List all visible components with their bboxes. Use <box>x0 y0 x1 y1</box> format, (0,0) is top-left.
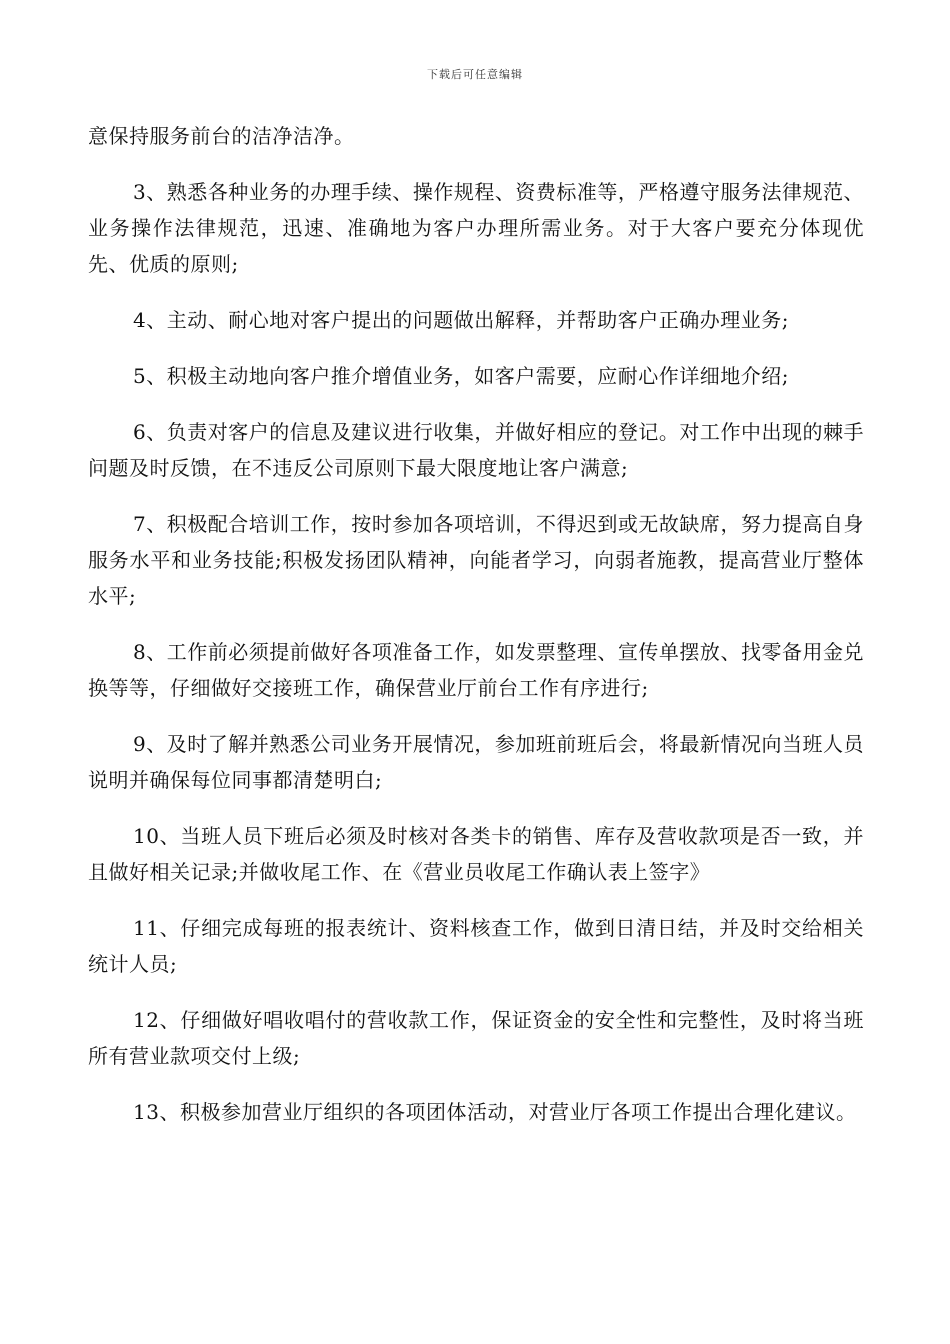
paragraph-item-13: 13、积极参加营业厅组织的各项团体活动，对营业厅各项工作提出合理化建议。 <box>133 1100 857 1124</box>
paragraph-item-8: 8、工作前必须提前做好各项准备工作，如发票整理、宣传单摆放、找零备用金兑换等等，仔细做好交接班工作，确保营业厅前台工作有序进行; <box>88 640 864 700</box>
paragraph-item-9: 9、及时了解并熟悉公司业务开展情况，参加班前班后会，将最新情况向当班人员说明并确保每位同事都清楚明白; <box>88 732 864 792</box>
paragraph-item-5: 5、积极主动地向客户推介增值业务，如客户需要，应耐心作详细地介绍; <box>133 364 789 388</box>
paragraph-item-4: 4、主动、耐心地对客户提出的问题做出解释，并帮助客户正确办理业务; <box>133 308 789 332</box>
paragraph-item-11: 11、仔细完成每班的报表统计、资料核查工作，做到日清日结，并及时交给相关统计人员; <box>88 916 864 976</box>
paragraph-item-7: 7、积极配合培训工作，按时参加各项培训，不得迟到或无故缺席，努力提高自身服务水平和业务技能;积极发扬团队精神，向能者学习，向弱者施教，提高营业厅整体水平; <box>88 512 864 608</box>
page-header-note: 下载后可任意编辑 <box>427 68 523 81</box>
paragraph-continuation: 意保持服务前台的洁净洁净。 <box>88 124 355 148</box>
paragraph-item-12: 12、仔细做好唱收唱付的营收款工作，保证资金的安全性和完整性，及时将当班所有营业款项交付上级; <box>88 1008 864 1068</box>
paragraph-item-3: 3、熟悉各种业务的办理手续、操作规程、资费标准等，严格遵守服务法律规范、业务操作法律规范，迅速、准确地为客户办理所需业务。对于大客户要充分体现优先、优质的原则; <box>88 180 864 276</box>
paragraph-item-6: 6、负责对客户的信息及建议进行收集，并做好相应的登记。对工作中出现的棘手问题及时反馈，在不违反公司原则下最大限度地让客户满意; <box>88 420 864 480</box>
paragraph-item-10: 10、当班人员下班后必须及时核对各类卡的销售、库存及营收款项是否一致，并且做好相关记录;并做收尾工作、在《营业员收尾工作确认表上签字》 <box>88 824 864 884</box>
document-body <box>88 118 864 1150</box>
